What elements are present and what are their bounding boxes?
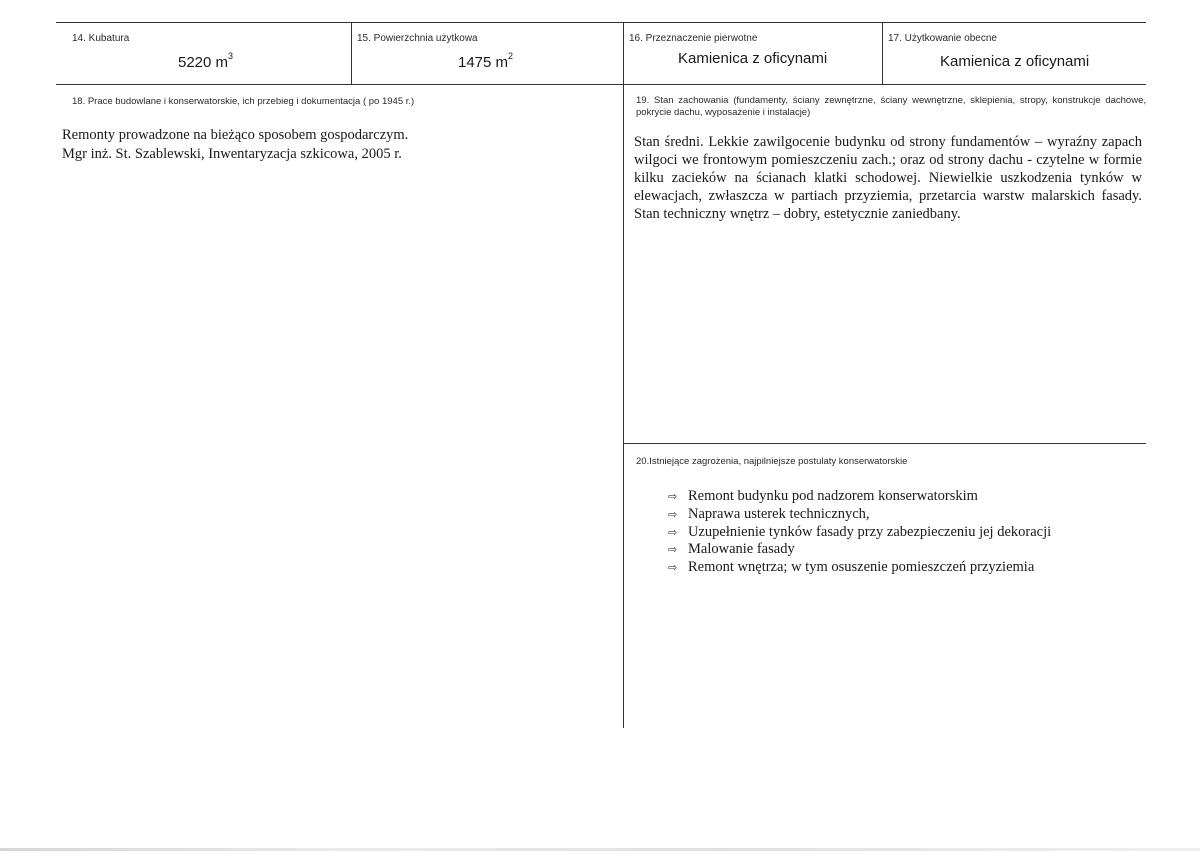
kubatura-number: 5220 [178,54,212,71]
section-18-line-2: Mgr inż. St. Szablewski, Inwentaryzacja szkicowa, 2005 r. [62,146,402,162]
section-20-label: 20.Istniejące zagrożenia, najpilniejsze postulaty konserwatorskie [636,456,908,467]
kubatura-unit: m [215,54,229,71]
powierzchnia-exp: 2 [508,51,514,61]
postulates-list [668,488,1051,577]
list-item-text: Uzupełnienie tynków fasady przy zabezpieczeniu jej dekoracji [688,523,1052,540]
top-border [56,22,1146,23]
section-18-label: 18. Prace budowlane i konserwatorskie, ich przebieg i dokumentacja ( po 1945 r.) [72,96,415,107]
arrow-right-icon: ⇨ [668,543,678,557]
section-19-label: 19. Stan zachowania (fundamenty, ściany zewnętrzne, ściany wewnętrzne, sklepienia, stropy, konstrukcje dachowe, pokrycie dachu, wyposażenie i instalacje) [636,95,1146,118]
list-item [668,506,1051,524]
section-18-line-1: Remonty prowadzone na bieżąco sposobem gospodarczym. [62,127,409,143]
uzytkowanie-value: Kamienica z oficynami [940,53,1090,70]
section-19-20-border [623,443,1146,444]
arrow-right-icon: ⇨ [668,561,678,575]
powierzchnia-label: 15. Powierzchnia użytkowa [357,33,478,44]
przeznaczenie-label: 16. Przeznaczenie pierwotne [629,33,758,44]
arrow-right-icon: ⇨ [668,525,678,539]
powierzchnia-number: 1475 [458,54,492,71]
divider-14-15 [351,22,352,84]
list-item-text: Remont budynku pod nadzorem konserwatorskim [688,488,978,504]
list-item [668,488,1051,506]
kubatura-value [178,53,233,71]
uzytkowanie-label: 17. Użytkowanie obecne [888,33,997,44]
arrow-right-icon: ⇨ [668,507,678,521]
przeznaczenie-value: Kamienica z oficynami [678,50,828,67]
kubatura-label: 14. Kubatura [72,33,130,44]
list-item [668,541,1051,559]
section-19-text: Stan średni. Lekkie zawilgocenie budynku od strony fundamentów – wyraźny zapach wilgoci we frontowym pomieszczeniu zach.; oraz od strony dachu - czytelne w formie kilku zacieków na ścianach klatki schodowej. Niewielkie uszkodzenia tynków w elewacjach, zwłaszcza w partiach przyziemia, przetarcia warstw malarskich fasady. Stan techniczny wnętrz – dobry, estetycznie zaniedbany. [634,134,1142,222]
list-item [668,559,1051,577]
header-row-border [56,84,1146,85]
scan-edge-strip [0,848,1200,851]
list-item-text: Malowanie fasady [688,541,795,558]
powierzchnia-value [458,53,513,71]
kubatura-exp: 3 [228,51,234,61]
list-item-text: Remont wnętrza; w tym osuszenie pomieszczeń przyziemia [688,559,1035,576]
divider-main [623,22,624,728]
powierzchnia-unit: m [495,54,509,71]
arrow-right-icon: ⇨ [668,490,678,503]
list-item [668,524,1051,542]
list-item-text: Naprawa usterek technicznych, [688,505,870,522]
divider-16-17 [882,22,883,84]
